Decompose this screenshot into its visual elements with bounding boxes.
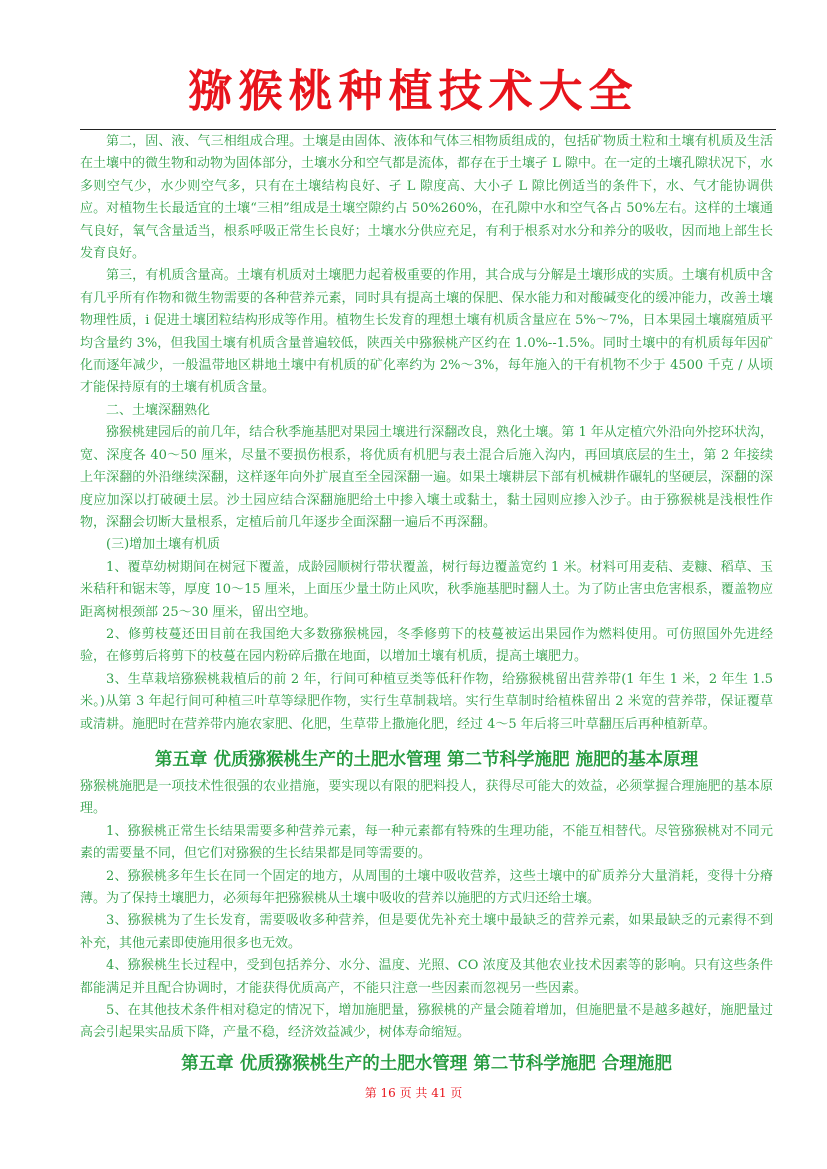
paragraph-sod-culture: 3、生草栽培猕猴桃栽植后的前 2 年，行间可种植豆类等低秆作物，给猕猴桃留出营养带(1 年生 1 米，2 年生 1.5 米。)从第 3 年起行间可种植三叶草等绿肥作物，实行生草制栽培。实行生草制时给植株留出 2 米宽的营养带，保证覆草或清耕。施肥时在营养带内施农家肥、化肥，生草带上撒施化肥，经过 4～5 年后将三叶草翻压后再种植新草。 — [80, 671, 773, 732]
paragraph-fertilization-intro: 猕猴桃施肥是一项技术性很强的农业措施，要实现以有限的肥料投人，获得尽可能大的效益，必须掌握合理施肥的基本原理。 — [80, 778, 773, 817]
paragraph-principle-4: 4、猕猴桃生长过程中，受到包括养分、水分、温度、光照、CO 浓度及其他农业技术因素等的影响。只有这些条件都能满足并且配合协调时，才能获得优质高产，不能只注意一些因素而忽视另一些因素。 — [80, 958, 773, 996]
paragraph-deep-tillage: 猕猴桃建园后的前几年，结合秋季施基肥对果园土壤进行深翻改良，熟化土壤。第 1 年从定植穴外沿向外挖环状沟，宽、深度各 40～50 厘米，尽量不要损伤根系，将优质有机肥与表土混合后施入沟内，再回填底层的生土，第 2 年接续上年深翻的外沿继续深翻，这样逐年向外扩展直至全园深翻一遍。如果土壤耕层下部有机械耕作碾轧的坚硬层，深翻的深度应加深以打破硬土层。沙土园应结合深翻施肥给土中掺入壤土或黏土，黏土园则应掺入沙子。由于猕猴桃是浅根性作物，深翻会切断大量根系，定植后前几年逐步全面深翻一遍后不再深翻。 — [80, 425, 773, 530]
paragraph-mulching: 1、覆草幼树期间在树冠下覆盖，成龄园顺树行带状覆盖，树行每边覆盖宽约 1 米。材料可用麦秸、麦糠、稻草、玉米秸秆和锯末等，厚度 10～15 厘米，上面压少量土防止风吹，秋季施基肥时翻人土。为了防止害虫危害根系，覆盖物应距离树根颈部 25～30 厘米，留出空地。 — [80, 559, 773, 620]
header-rule — [80, 129, 776, 130]
section-heading-rational-fertilization: 第五章 优质猕猴桃生产的土肥水管理 第二节科学施肥 合理施肥 — [181, 1053, 672, 1074]
paragraph-principle-3: 3、猕猴桃为了生长发育，需要吸收多种营养，但是要优先补充土壤中最缺乏的营养元素，如果最缺乏的元素得不到补充，其他元素即使施用很多也无效。 — [80, 913, 773, 951]
paragraph-principle-5: 5、在其他技术条件相对稳定的情况下，增加施肥量，猕猴桃的产量会随着增加，但施肥量不是越多越好，施肥量过高会引起果实品质下降，产量不稳，经济效益减少，树体寿命缩短。 — [80, 1003, 773, 1041]
page-title: 猕猴桃种植技术大全 — [188, 66, 639, 117]
subheading-deep-tillage: 二、土壤深翻熟化 — [106, 402, 211, 418]
paragraph-three-phase: 第二，固、液、气三相组成合理。土壤是由固体、液体和气体三相物质组成的，包括矿物质土粒和土壤有机质及生活在土壤中的微生物和动物为固体部分，土壤水分和空气都是流体，都存在于土壤孑 L 隙中。在一定的土壤孔隙状况下，水多则空气少，水少则空气多，只有在土壤结构良好、孑 L 隙度高、大小孑 L 隙比例适当的条件下，水、气才能协调供应。对植物生长最适宜的土壤“三相”组成是土壤空隙约占 50%260%，在孔隙中水和空气各占 50%左右。这样的土壤通气良好，氧气含量适当，根系呼吸正常生长良好；土壤水分供应充足，有利于根系对水分和养分的吸收，因而地上部生长发育良好。 — [80, 134, 773, 262]
paragraph-organic-matter: 第三，有机质含量高。土壤有机质对土壤肥力起着极重要的作用，其合成与分解是土壤形成的实质。土壤有机质中含有几乎所有作物和微生物需要的各种营养元素，同时具有提高土壤的保肥、保水能力和对酸碱变化的缓冲能力，改善土壤物理性质，i 促进土壤团粒结构形成等作用。植物生长发育的理想土壤有机质含量应在 5%～7%，日本果园土壤腐殖质平均含量约 3%，但我国土壤有机质含量普遍较低，陕西关中猕猴桃产区约在 1.0%--1.5%。同时土壤中的有机质每年因矿化而逐年减少，一般温带地区耕地土壤中有机质的矿化率约为 2%～3%，每年施入的干有机物不少于 4500 千克 / 从顷才能保持原有的土壤有机质含量。 — [80, 268, 773, 396]
paragraph-principle-2: 2、猕猴桃多年生长在同一个固定的地方，从周围的土壤中吸收营养，这些土壤中的矿质养分大量消耗，变得十分瘠薄。为了保持土壤肥力，必须每年把猕猴桃从土壤中吸收的营养以施肥的方式归还给土壤。 — [80, 868, 773, 906]
section-heading-fertilization-principles: 第五章 优质猕猴桃生产的土肥水管理 第二节科学施肥 施肥的基本原理 — [154, 749, 699, 770]
paragraph-principle-1: 1、猕猴桃正常生长结果需要多种营养元素，每一种元素都有特殊的生理功能，不能互相替代。尽管猕猴桃对不同元素的需要量不同，但它们对猕猴的生长结果都是同等需要的。 — [80, 823, 773, 862]
document-body — [80, 131, 773, 1076]
paragraph-pruning-return: 2、修剪枝蔓还田目前在我国绝大多数猕猴桃园，冬季修剪下的枝蔓被运出果园作为燃料使用。可仿照国外先进经验，在修剪后将剪下的枝蔓在园内粉碎后撒在地面，以增加土壤有机质，提高土壤肥力。 — [80, 626, 773, 665]
subheading-increase-organic: (三)增加土壤有机质 — [106, 537, 221, 553]
page-footer: 第 16 页 共 41 页 — [364, 1086, 463, 1100]
